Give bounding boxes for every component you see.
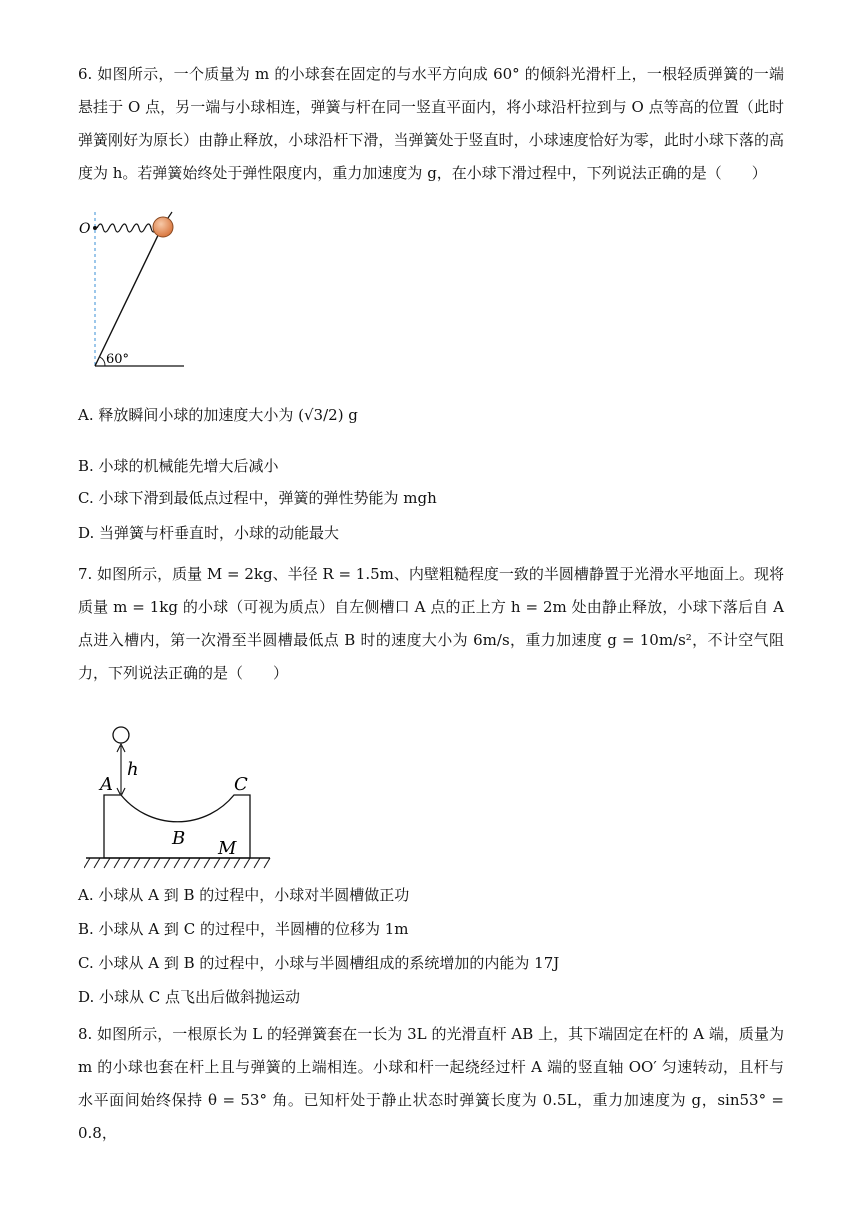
ground-hatching <box>84 858 270 868</box>
angle-label: 60° <box>106 352 130 367</box>
pivot-label-o: O <box>79 221 91 237</box>
question-7-figure <box>84 722 274 872</box>
height-label-h: h <box>127 759 139 780</box>
pivot-point-o <box>93 226 97 230</box>
inclined-rod <box>95 227 162 366</box>
question-6-stem: 6. 如图所示，一个质量为 m 的小球套在固定的与水平方向成 60° 的倾斜光滑杆上，一根轻质弹簧的一端悬挂于 O 点，另一端与小球相连，弹簧与杆在同一竖直平面内，将小球沿杆拉到与 O 点等高的位置（此时弹簧刚好为原长）由静止释放，小球沿杆下滑，当弹簧处于竖直时，小球速度恰好为零，此时小球下落的高度为 h。若弹簧始终处于弹性限度内，重力加速度为 g，在小球下滑过程中，下列说法正确的是（ ） <box>78 65 784 182</box>
question-7-option-b: B. 小球从 A 到 C 的过程中，半圆槽的位移为 1m <box>78 920 409 938</box>
point-label-a: A <box>100 774 113 795</box>
point-label-c: C <box>234 774 248 795</box>
ball <box>153 217 173 237</box>
falling-ball <box>113 727 129 743</box>
question-7-option-c: C. 小球从 A 到 B 的过程中，小球与半圆槽组成的系统增加的内能为 17J <box>78 954 560 972</box>
spring-end-hook <box>168 212 172 218</box>
question-7-stem: 7. 如图所示，质量 M = 2kg、半径 R = 1.5m、内壁粗糙程度一致的半圆槽静置于光滑水平地面上。现将质量 m = 1kg 的小球（可视为质点）自左侧槽口 A 点的正上方 h = 2m 处由静止释放，小球下落后自 A 点进入槽内，第一次滑至半圆槽最低点 B 时的速度大小为 6m/s，重力加速度 g = 10m/s²，不计空气阻力，下列说法正确的是（ ） <box>78 565 784 682</box>
question-6-figure <box>78 208 208 374</box>
question-6-option-b: B. 小球的机械能先增大后减小 <box>78 457 279 475</box>
question-6-option-c: C. 小球下滑到最低点过程中，弹簧的弹性势能为 mgh <box>78 489 437 507</box>
angle-arc <box>100 357 105 366</box>
question-8-stem: 8. 如图所示，一根原长为 L 的轻弹簧套在一长为 3L 的光滑直杆 AB 上，其下端固定在杆的 A 端，质量为 m 的小球也套在杆上且与弹簧的上端相连。小球和杆一起绕经过杆 A 端的竖直轴 OO′ 匀速转动，且杆与水平面间始终保持 θ = 53° 角。已知杆处于静止状态时弹簧长度为 0.5L，重力加速度为 g，sin53° = 0.8， <box>78 1025 784 1142</box>
question-6-option-d: D. 当弹簧与杆垂直时，小球的动能最大 <box>78 524 340 542</box>
question-7-option-a: A. 小球从 A 到 B 的过程中，小球对半圆槽做正功 <box>78 886 410 904</box>
mass-label-m: M <box>218 838 237 859</box>
point-label-b: B <box>172 828 186 849</box>
question-6-option-a: A. 释放瞬间小球的加速度大小为 (√3/2) g <box>78 406 358 424</box>
question-7-option-d: D. 小球从 C 点飞出后做斜抛运动 <box>78 988 301 1006</box>
